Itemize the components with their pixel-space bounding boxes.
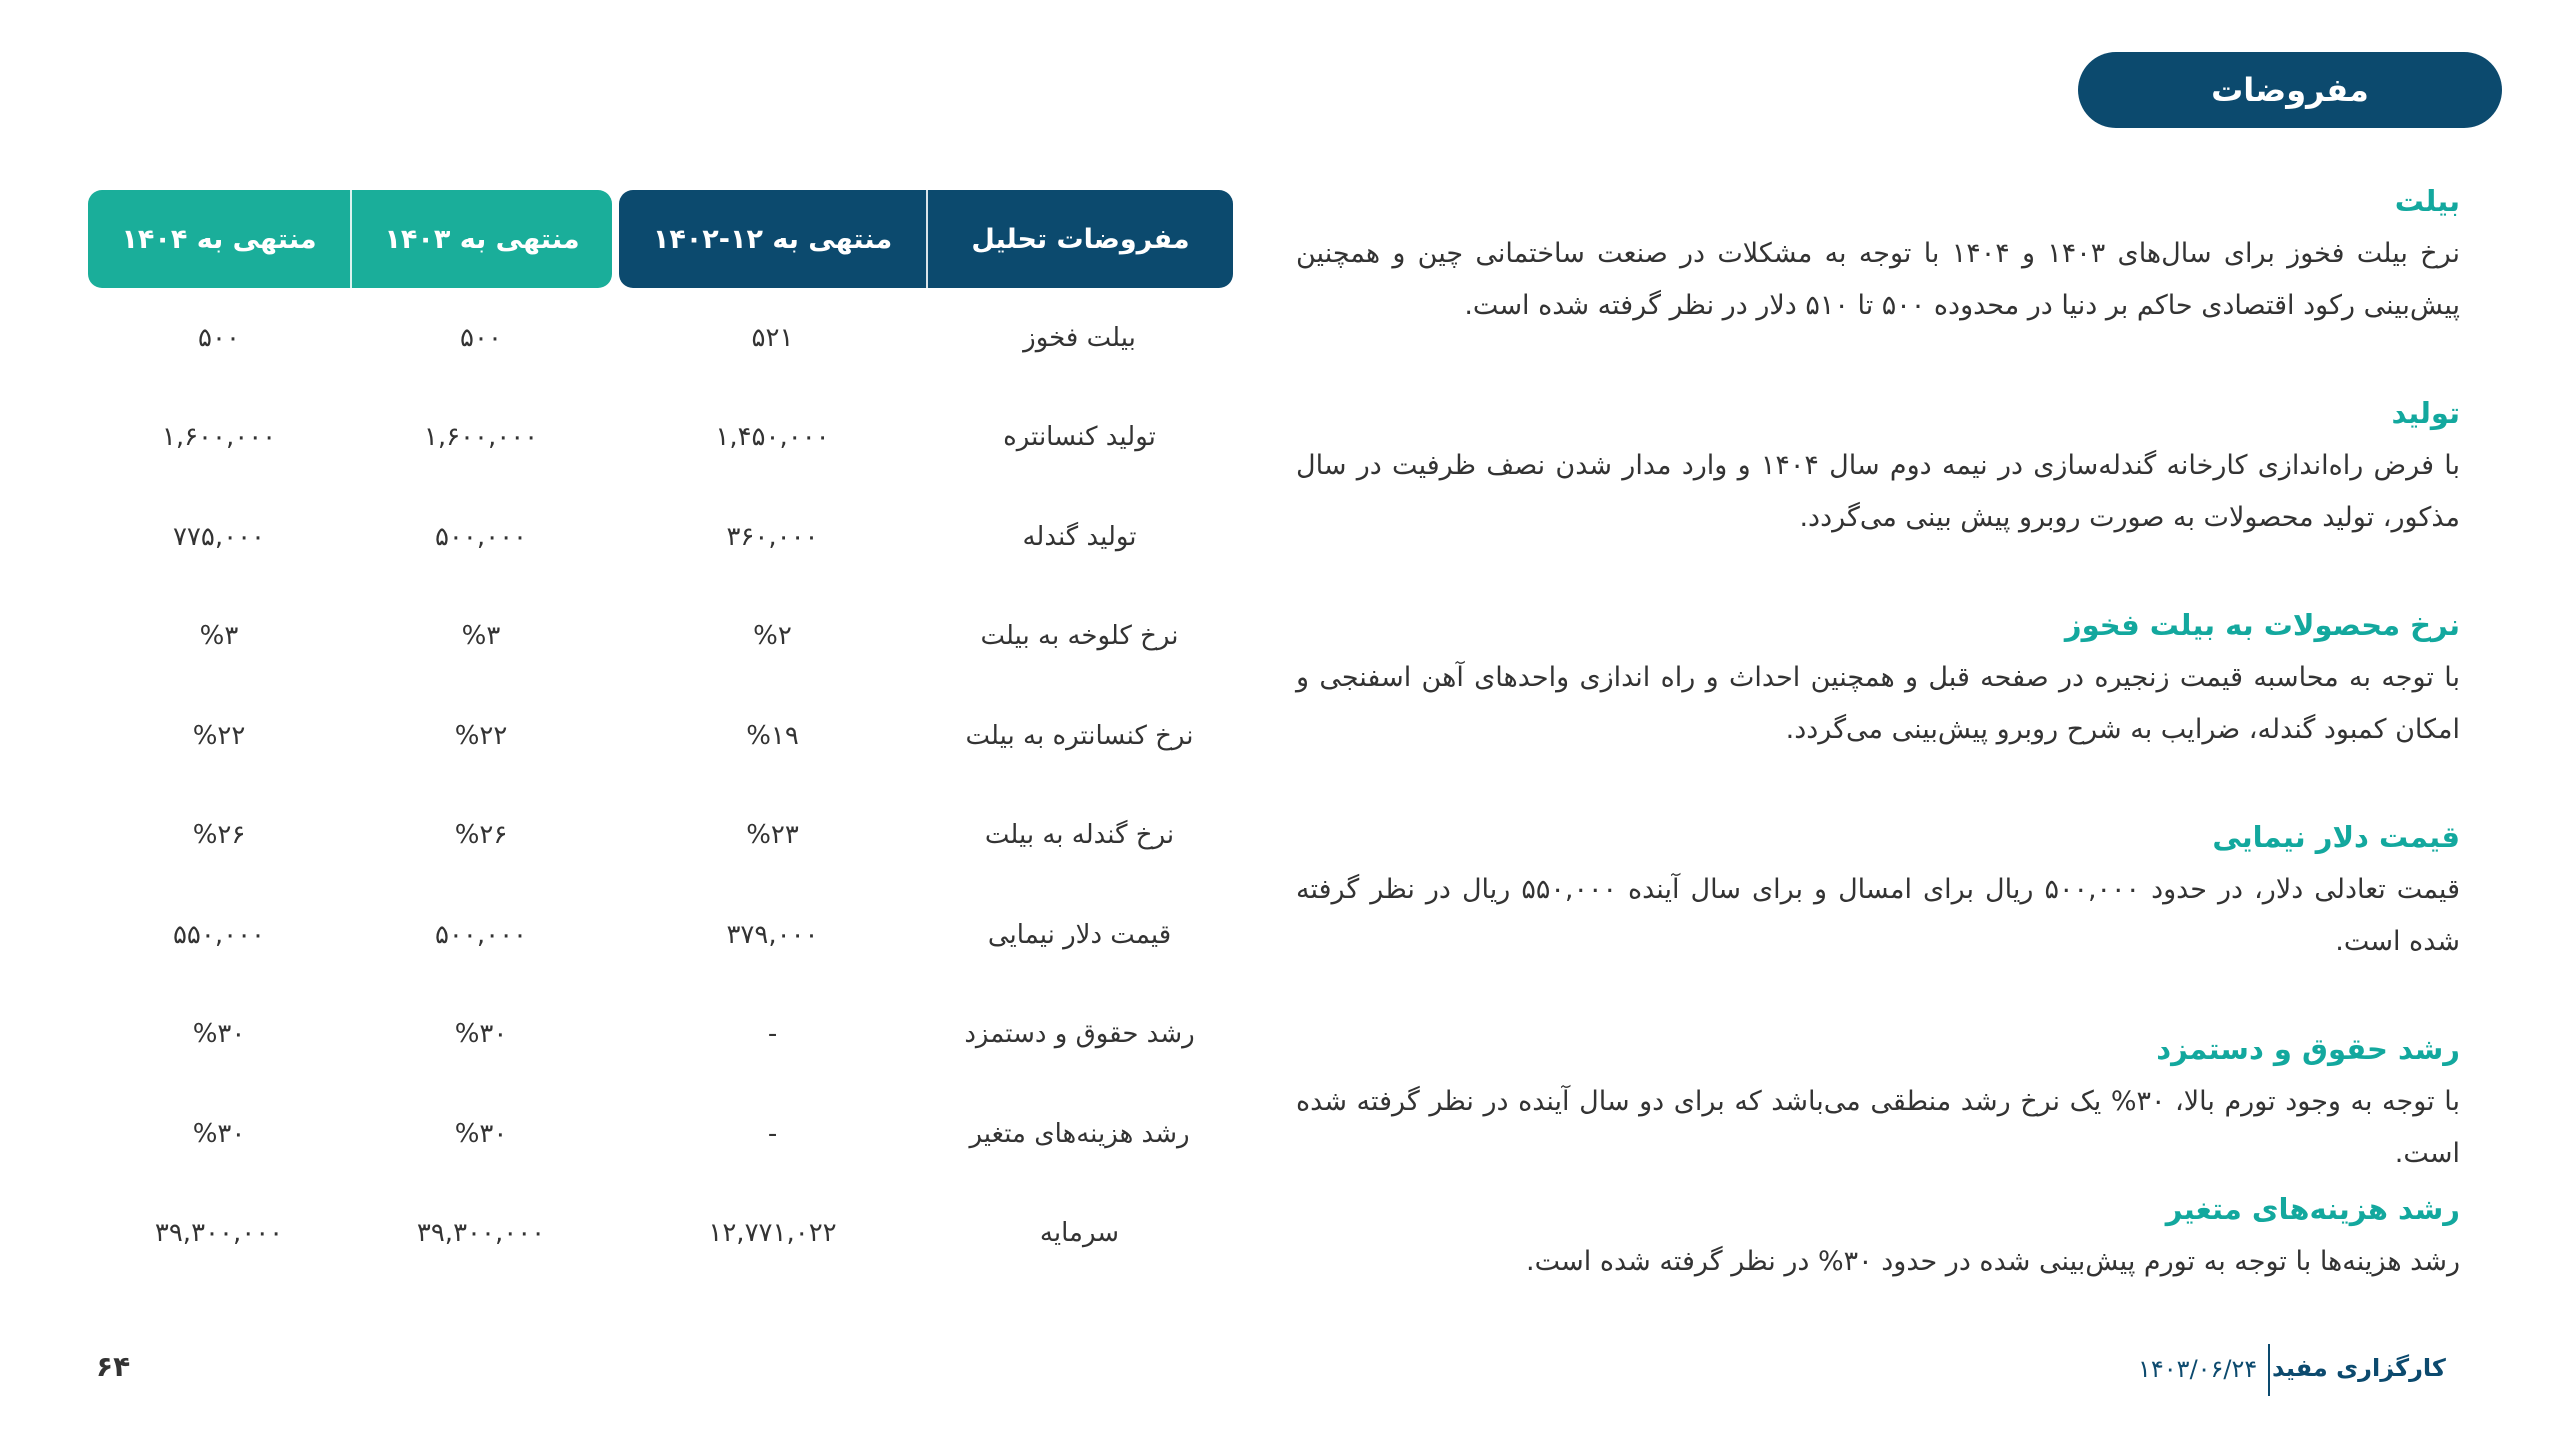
table-header-teal-block (88, 190, 612, 288)
table-row (88, 288, 1233, 388)
table-row (88, 1184, 1233, 1284)
cell-1402: %۱۹ (746, 720, 799, 751)
table-row (88, 487, 1233, 587)
row-label: سرمایه (1039, 1218, 1120, 1249)
section-paragraph: با توجه به محاسبه قیمت زنجیره در صفحه قبل و همچنین احداث و راه اندازی واحدهای آهن اسفنجی و امکان کمبود گندله، ضرایب به شرح روبرو پیش‌بینی می‌گردد. (1296, 662, 2460, 745)
cell-1403: %۲۲ (454, 720, 508, 751)
cell-1404: ۱,۶۰۰,۰۰۰ (161, 422, 277, 453)
section-paragraph: نرخ بیلت فخوز برای سال‌های ۱۴۰۳ و ۱۴۰۴ با توجه به مشکلات در صنعت ساختمانی چین و همچنین پیش‌بینی رکود اقتصادی حاکم بر دنیا در محدوده ۵۰۰ تا ۵۱۰ دلار در نظر گرفته شده است. (1296, 238, 2460, 321)
cell-1402: ۱,۴۵۰,۰۰۰ (715, 422, 830, 453)
row-label: رشد حقوق و دستمزد (964, 1019, 1195, 1050)
section-billet (1296, 178, 2460, 332)
cell-1403: %۳۰ (454, 1019, 508, 1050)
section-paragraph: رشد هزینه‌ها با توجه به تورم پیش‌بینی شده در حدود ۳۰% در نظر گرفته شده است. (1526, 1246, 2460, 1277)
cell-1402: - (767, 1019, 778, 1050)
table-header (88, 190, 1233, 288)
cell-1404: %۳۰ (192, 1118, 246, 1149)
section-paragraph: با فرض راه‌اندازی کارخانه گندله‌سازی در نیمه دوم سال ۱۴۰۴ و وارد مدار شدن نصف ظرفیت در سال مذکور، تولید محصولات به صورت روبرو پیش بینی می‌گردد. (1296, 450, 2460, 533)
row-label: نرخ گندله به بیلت (984, 820, 1175, 851)
cell-1404: %۳ (199, 621, 239, 652)
row-label: تولید کنسانتره (1003, 422, 1156, 453)
section-paragraph: قیمت تعادلی دلار، در حدود ۵۰۰,۰۰۰ ریال برای امسال و برای سال آینده ۵۵۰,۰۰۰ ریال در نظر گرفته شده است. (1296, 874, 2460, 957)
table-row (88, 1084, 1233, 1184)
section-heading: رشد حقوق و دستمزد (2156, 1032, 2460, 1066)
cell-1402: ۵۲۱ (751, 322, 794, 353)
section-product-rates (1296, 602, 2460, 756)
column-header-1403: منتهی به ۱۴۰۳ (350, 190, 612, 288)
footer-date: ۱۴۰۳/۰۶/۲۴ (2138, 1355, 2258, 1383)
page-number: ۶۴ (96, 1350, 131, 1383)
cell-1404: %۳۰ (192, 1019, 246, 1050)
cell-1402: - (767, 1118, 778, 1149)
page-title: مفروضات (2078, 52, 2502, 128)
cell-1403: ۳۹,۳۰۰,۰۰۰ (416, 1218, 546, 1249)
footer-divider (2268, 1344, 2270, 1396)
table-row (88, 985, 1233, 1085)
section-paragraph: با توجه به وجود تورم بالا، ۳۰% یک نرخ رشد منطقی می‌باشد که برای دو سال آینده در نظر گرفته شده است. (1296, 1086, 2460, 1169)
cell-1403: ۱,۶۰۰,۰۰۰ (423, 422, 539, 453)
section-heading: نرخ محصولات به بیلت فخوز (2064, 608, 2460, 642)
cell-1404: %۲۶ (192, 820, 246, 851)
cell-1404: ۵۵۰,۰۰۰ (172, 919, 266, 950)
section-heading: بیلت (2394, 184, 2460, 218)
cell-1403: %۲۶ (454, 820, 508, 851)
row-label: نرخ کلوخه به بیلت (980, 621, 1179, 652)
section-production (1296, 390, 2460, 544)
section-heading: رشد هزینه‌های متغیر (2165, 1192, 2460, 1226)
footer-brand: کارگزاری مفید (2272, 1354, 2446, 1382)
cell-1402: ۳۶۰,۰۰۰ (726, 521, 819, 552)
cell-1402: %۲۳ (746, 820, 799, 851)
assumptions-table (88, 190, 1233, 1283)
section-variable-costs (1296, 1186, 2460, 1288)
column-header-1404: منتهی به ۱۴۰۴ (121, 223, 317, 255)
section-nima-dollar (1296, 814, 2460, 968)
row-label: بیلت فخوز (1023, 322, 1136, 353)
section-wage-growth (1296, 1026, 2460, 1180)
table-row (88, 587, 1233, 687)
table-row (88, 686, 1233, 786)
column-header-1402: منتهی به ۱۲-۱۴۰۲ (652, 223, 893, 255)
cell-1402: ۱۲,۷۷۱,۰۲۲ (708, 1218, 837, 1249)
cell-1403: %۳۰ (454, 1118, 508, 1149)
section-heading: قیمت دلار نیمایی (2212, 820, 2460, 854)
table-row (88, 388, 1233, 488)
table-header-navy-block (619, 190, 1233, 288)
cell-1404: ۳۹,۳۰۰,۰۰۰ (154, 1218, 284, 1249)
column-header-assumption: مفروضات تحلیل (926, 190, 1233, 288)
cell-1403: ۵۰۰ (460, 322, 502, 353)
cell-1402: ۳۷۹,۰۰۰ (726, 919, 819, 950)
cell-1403: %۳ (461, 621, 501, 652)
table-row (88, 885, 1233, 985)
section-heading: تولید (2391, 396, 2460, 430)
cell-1404: %۲۲ (192, 720, 246, 751)
row-label: تولید گندله (1022, 521, 1137, 552)
row-label: نرخ کنسانتره به بیلت (965, 720, 1194, 751)
row-label: رشد هزینه‌های متغیر (969, 1118, 1190, 1149)
cell-1404: ۷۷۵,۰۰۰ (172, 521, 266, 552)
table-row (88, 786, 1233, 886)
cell-1403: ۵۰۰,۰۰۰ (434, 521, 528, 552)
cell-1402: %۲ (753, 621, 792, 652)
row-label: قیمت دلار نیمایی (987, 919, 1172, 950)
cell-1403: ۵۰۰,۰۰۰ (434, 919, 528, 950)
cell-1404: ۵۰۰ (198, 322, 240, 353)
